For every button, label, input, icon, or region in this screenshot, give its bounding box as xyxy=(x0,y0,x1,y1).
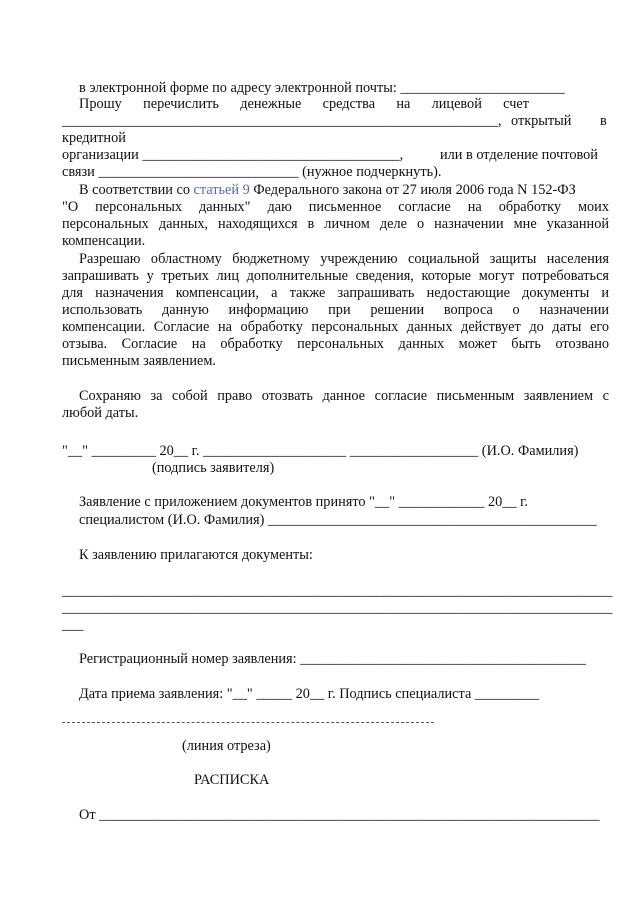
reception-date-line: Дата приема заявления: "__" _____ 20__ г. Подпись специалиста _________ xyxy=(79,686,540,702)
in-word: в xyxy=(600,113,607,129)
accepted-line: Заявление с приложением документов принято "__" ____________ 20__ г. xyxy=(79,494,529,510)
opened-word: открытый xyxy=(511,113,572,129)
post-office-text: или в отделение почтовой xyxy=(440,147,598,163)
withdraw-line-2: любой даты. xyxy=(62,405,139,421)
cut-line xyxy=(62,722,434,723)
account-blank: _____________________________________________________________, xyxy=(62,113,502,129)
permission-line-4: использовать данную информацию при решении вопроса о назначении xyxy=(62,302,609,318)
organization-blank: организации ____________________________________, xyxy=(62,147,404,163)
consent-line-4: компенсации. xyxy=(62,233,146,249)
consent-law-line xyxy=(79,182,576,198)
attachments-heading: К заявлению прилагаются документы: xyxy=(79,547,313,563)
receipt-from-line: От ______________________________________________________________________ xyxy=(79,807,600,823)
article-9-link[interactable]: статьей 9 xyxy=(193,182,250,198)
email-line: в электронной форме по адресу электронной почты: _______________________ xyxy=(79,80,565,96)
cut-line-caption: (линия отреза) xyxy=(182,738,271,754)
attachments-blank-2: _____________________________________________________________________________ xyxy=(62,600,613,616)
permission-line-7: письменным заявлением. xyxy=(62,353,216,369)
permission-line-1: Разрешаю областному бюджетному учреждению социальной защиты населения xyxy=(79,251,609,267)
credit-word: кредитной xyxy=(62,130,126,146)
consent-law-text-b: Федерального закона от 27 июля 2006 года N 152-ФЗ xyxy=(249,182,576,198)
withdraw-line-1: Сохраняю за собой право отозвать данное согласие письменным заявлением с xyxy=(79,388,609,404)
applicant-signature-caption: (подпись заявителя) xyxy=(152,460,275,476)
consent-law-text-a: В соответствии со xyxy=(79,182,194,198)
attachments-blank-3: ___ xyxy=(62,617,84,633)
registration-number-line: Регистрационный номер заявления: ________________________________________ xyxy=(79,651,587,667)
permission-line-6: отзыва. Согласие на обработку персональных данных может быть отозвано xyxy=(62,336,609,352)
specialist-line: специалистом (И.О. Фамилия) ______________________________________________ xyxy=(79,512,597,528)
permission-line-2: запрашивать у третьих лиц дополнительные сведения, которые могут потребоваться xyxy=(62,268,609,284)
postal-blank: связи ____________________________ (нужное подчеркнуть). xyxy=(62,164,442,180)
transfer-request-line: Прошу перечислить денежные средства на лицевой счет xyxy=(79,96,529,112)
date-signature-line: "__" _________ 20__ г. ____________________ __________________ (И.О. Фамилия) xyxy=(62,443,579,459)
consent-line-2: "О персональных данных" даю письменное согласие на обработку моих xyxy=(62,199,609,215)
permission-line-3: для назначения компенсации, а также запрашивать недостающие документы и xyxy=(62,285,609,301)
attachments-blank-1: _____________________________________________________________________________ xyxy=(62,583,613,599)
consent-line-3: персональных данных, находящихся в личном деле о назначении мне указанной xyxy=(62,216,609,232)
permission-line-5: компенсации. Согласие на обработку персональных данных действует до даты его xyxy=(62,319,609,335)
receipt-title: РАСПИСКА xyxy=(194,772,270,788)
